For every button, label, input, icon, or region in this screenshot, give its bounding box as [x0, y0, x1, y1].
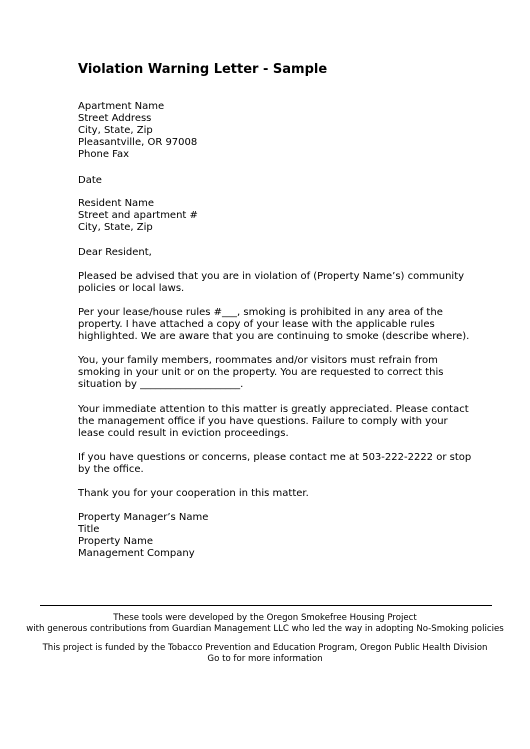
letter-title: Violation Warning Letter - Sample — [78, 62, 328, 77]
salutation-block — [78, 247, 478, 259]
sender-line: Pleasantville, OR 97008 — [78, 137, 198, 148]
paragraph-line: Thank you for your cooperation in this matter. — [78, 488, 309, 499]
signature-line: Property Manager’s Name — [78, 512, 209, 523]
signature-line: Title — [78, 524, 100, 535]
footer-divider — [40, 605, 492, 606]
footer-line: These tools were developed by the Oregon Smokefree Housing Project — [113, 613, 417, 623]
body-paragraph-3 — [78, 355, 478, 391]
body-paragraph-4 — [78, 404, 478, 440]
paragraph-line: Per your lease/house rules #___, smoking is prohibited in any area of the — [78, 307, 443, 318]
signature-block — [78, 512, 478, 560]
footer-line: This project is funded by the Tobacco Prevention and Education Program, Oregon Public Health Division — [42, 643, 488, 653]
sender-address-block — [78, 101, 478, 161]
paragraph-line: If you have questions or concerns, please contact me at 503-222-2222 or stop — [78, 452, 472, 463]
paragraph-line: smoking in your unit or on the property. You are requested to correct this — [78, 367, 444, 378]
recipient-line: City, State, Zip — [78, 222, 153, 233]
date-block — [78, 175, 478, 187]
paragraph-line: property. I have attached a copy of your lease with the applicable rules — [78, 319, 435, 330]
paragraph-line: Pleased be advised that you are in violation of (Property Name’s) community — [78, 271, 465, 282]
paragraph-line: You, your family members, roommates and/or visitors must refrain from — [78, 355, 438, 366]
paragraph-line: the management office if you have questions. Failure to comply with your — [78, 416, 448, 427]
recipient-line: Resident Name — [78, 198, 155, 209]
recipient-line: Street and apartment # — [78, 210, 198, 221]
footer-line: with generous contributions from Guardian Management LLC who led the way in adopting No-Smoking policies — [26, 624, 504, 634]
sender-line: Phone Fax — [78, 149, 130, 160]
body-paragraph-5 — [78, 452, 478, 476]
body-paragraph-6 — [78, 488, 478, 500]
body-paragraph-2 — [78, 307, 478, 343]
paragraph-line: policies or local laws. — [78, 283, 185, 294]
letter-date: Date — [78, 175, 102, 186]
paragraph-line: by the office. — [78, 464, 144, 475]
paragraph-line: lease could result in eviction proceedings. — [78, 428, 289, 439]
paragraph-line: situation by ____________________. — [78, 379, 244, 390]
body-paragraph-1 — [78, 271, 478, 295]
signature-line: Management Company — [78, 548, 195, 559]
signature-line: Property Name — [78, 536, 153, 547]
footer-line: Go to for more information — [207, 654, 323, 664]
salutation: Dear Resident, — [78, 247, 152, 258]
footer-credits — [0, 613, 530, 635]
paragraph-line: Your immediate attention to this matter is greatly appreciated. Please contact — [78, 404, 469, 415]
sender-line: Street Address — [78, 113, 152, 124]
sender-line: Apartment Name — [78, 101, 165, 112]
sender-line: City, State, Zip — [78, 125, 153, 136]
footer-funding — [0, 643, 530, 665]
paragraph-line: highlighted. We are aware that you are continuing to smoke (describe where). — [78, 331, 470, 342]
recipient-address-block — [78, 198, 478, 234]
